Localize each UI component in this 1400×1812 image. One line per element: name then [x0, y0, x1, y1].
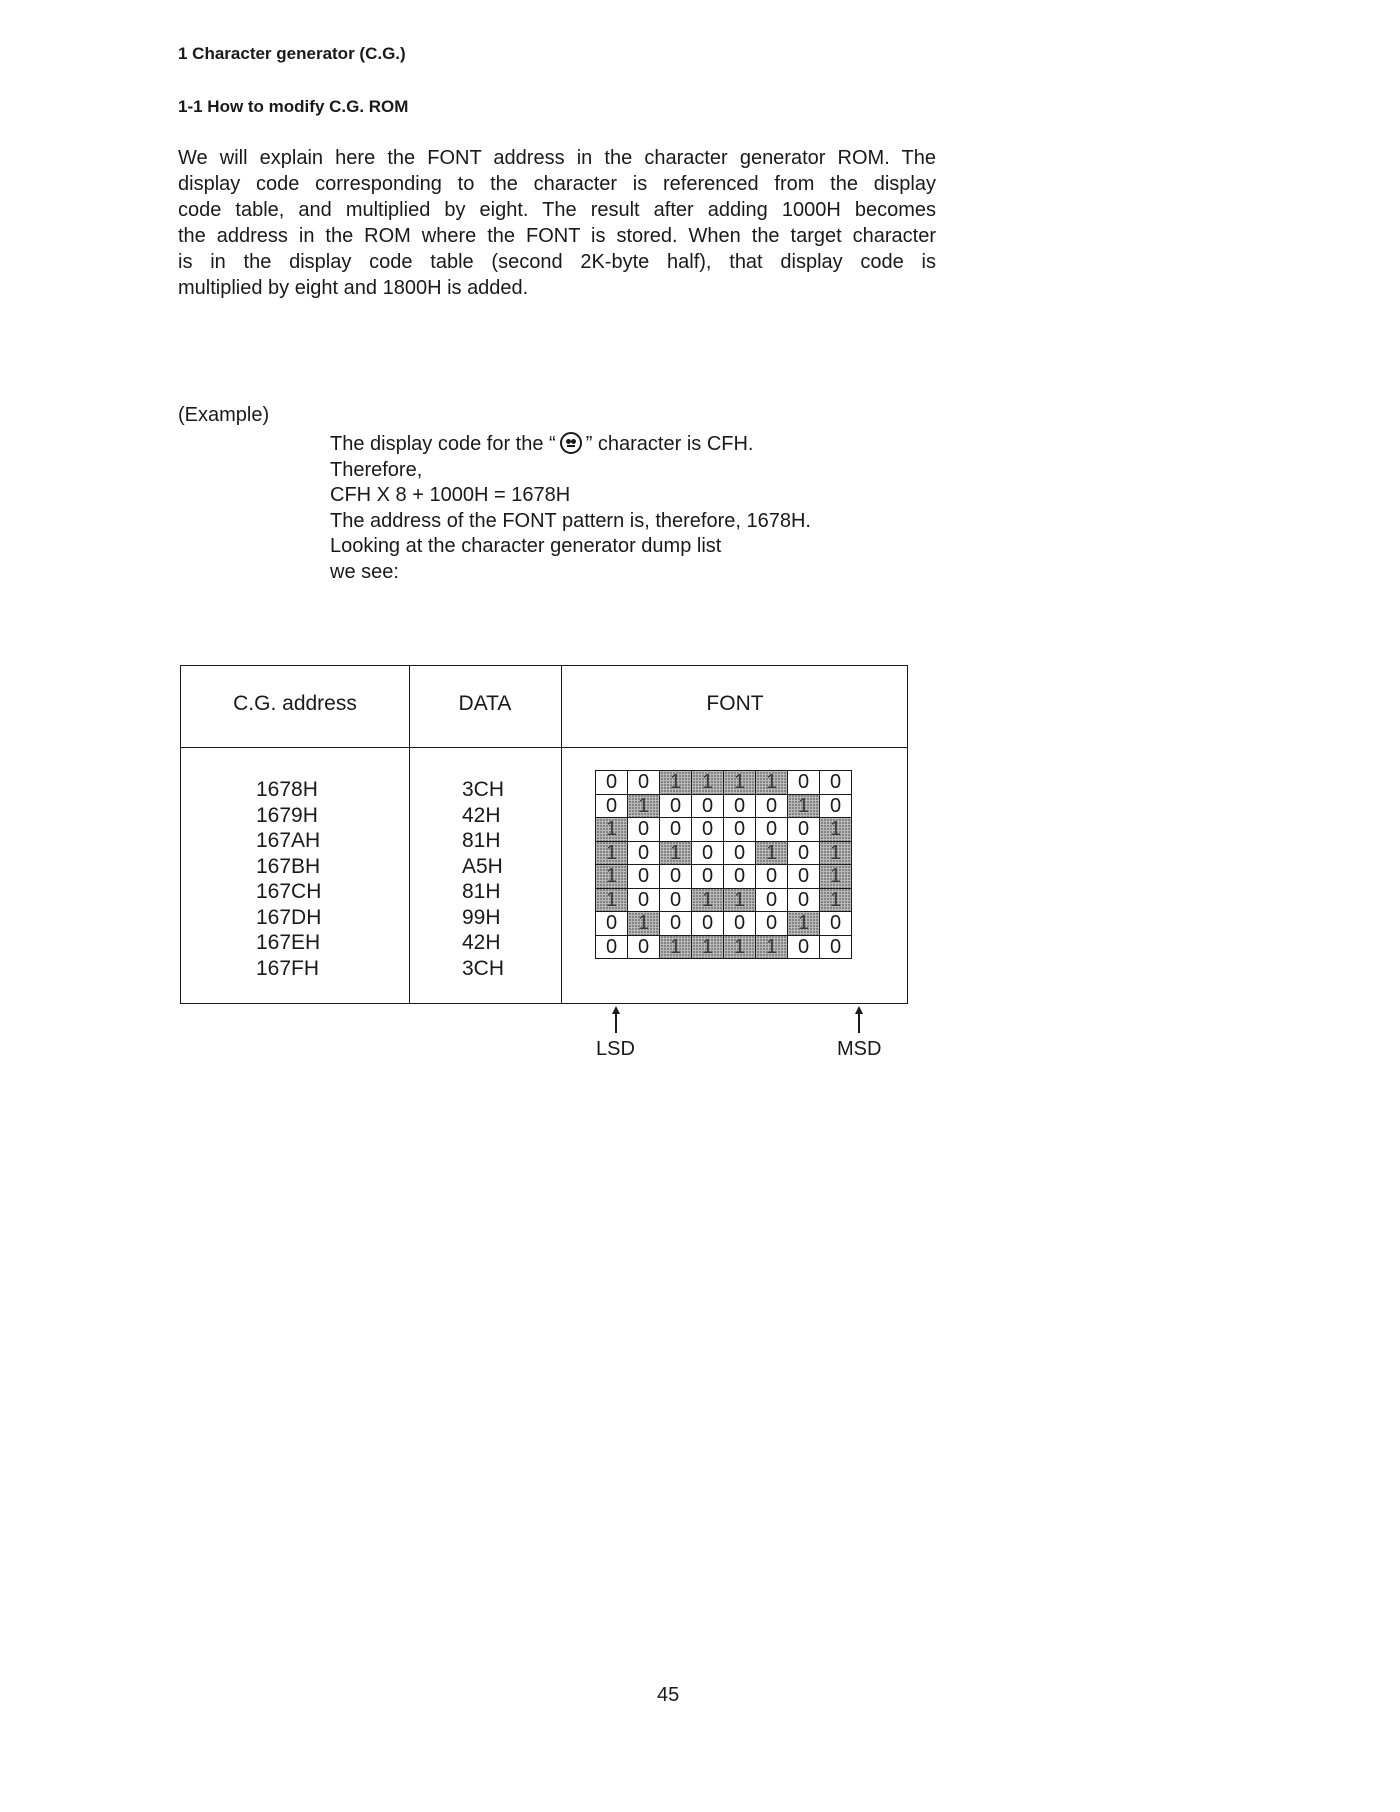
example-line-1-pre: The display code for the “	[330, 433, 556, 455]
font-bit-on: 1	[820, 865, 852, 889]
font-bit-off: 0	[628, 888, 660, 912]
font-bit-off: 0	[596, 794, 628, 818]
font-bit-on: 1	[596, 865, 628, 889]
address-cell: 167FH	[256, 956, 320, 980]
font-bit-on: 1	[660, 935, 692, 959]
font-bit-off: 0	[820, 935, 852, 959]
data-cell: 99H	[462, 905, 501, 929]
font-bit-off: 0	[692, 818, 724, 842]
font-grid-row	[596, 794, 852, 818]
font-bit-on: 1	[756, 935, 788, 959]
font-bit-on: 1	[596, 818, 628, 842]
example-line-3: CFH X 8 + 1000H = 1678H	[330, 484, 571, 506]
font-bit-on: 1	[692, 935, 724, 959]
font-bit-off: 0	[660, 865, 692, 889]
font-bit-off: 0	[788, 818, 820, 842]
address-cell: 1679H	[256, 803, 318, 827]
paragraph-line: We will explain here the FONT address in the character generator ROM. The	[178, 147, 936, 169]
lsd-label: LSD	[596, 1038, 635, 1060]
header-divider	[181, 747, 907, 748]
data-cell: 81H	[462, 880, 501, 903]
font-bit-on: 1	[628, 912, 660, 936]
font-bit-off: 0	[788, 888, 820, 912]
page-number: 45	[657, 1684, 680, 1706]
font-bit-off: 0	[628, 771, 660, 795]
example-line-2: Therefore,	[330, 458, 423, 481]
font-bit-off: 0	[724, 818, 756, 842]
font-bit-off: 0	[692, 794, 724, 818]
example-label: (Example)	[178, 404, 270, 426]
data-cell: A5H	[462, 854, 503, 878]
data-cell: 42H	[462, 803, 501, 827]
font-bit-on: 1	[724, 771, 756, 795]
header-font: FONT	[706, 692, 764, 715]
font-bit-off: 0	[660, 888, 692, 912]
font-bit-off: 0	[756, 818, 788, 842]
address-cell: 167AH	[256, 829, 321, 852]
font-bit-on: 1	[628, 794, 660, 818]
font-bit-on: 1	[724, 935, 756, 959]
font-bit-off: 0	[724, 794, 756, 818]
font-bit-off: 0	[628, 841, 660, 865]
font-bit-off: 0	[756, 912, 788, 936]
example-line-5: Looking at the character generator dump list	[330, 535, 722, 557]
font-bit-on: 1	[596, 888, 628, 912]
font-grid-row	[596, 771, 852, 795]
font-bit-off: 0	[756, 888, 788, 912]
data-cell: 42H	[462, 931, 501, 954]
font-bit-on: 1	[788, 912, 820, 936]
address-cell: 167CH	[256, 880, 322, 903]
font-bit-off: 0	[628, 818, 660, 842]
paragraph-line: is in the display code table (second 2K-byte half), that display code is	[178, 251, 936, 273]
font-bit-on: 1	[692, 771, 724, 795]
font-bit-off: 0	[724, 912, 756, 936]
font-bit-off: 0	[820, 912, 852, 936]
font-bit-off: 0	[660, 794, 692, 818]
data-column	[462, 777, 504, 981]
font-bit-off: 0	[788, 771, 820, 795]
font-bit-on: 1	[692, 888, 724, 912]
font-bit-on: 1	[724, 888, 756, 912]
font-bit-off: 0	[788, 935, 820, 959]
font-bit-on: 1	[820, 818, 852, 842]
data-cell: 81H	[462, 829, 501, 852]
address-cell: 167BH	[256, 854, 321, 878]
paragraph-line: the address in the ROM where the FONT is stored. When the target character	[178, 225, 936, 247]
font-bit-on: 1	[660, 771, 692, 795]
font-bit-on: 1	[660, 841, 692, 865]
font-bit-off: 0	[820, 771, 852, 795]
header-address: C.G. address	[233, 692, 357, 715]
font-bit-off: 0	[628, 865, 660, 889]
font-bit-on: 1	[820, 841, 852, 865]
font-bit-off: 0	[756, 865, 788, 889]
font-grid-row	[596, 818, 852, 842]
paragraph-line: code table, and multiplied by eight. The result after adding 1000H becomes	[178, 199, 936, 221]
data-cell: 3CH	[462, 956, 505, 980]
font-bit-on: 1	[788, 794, 820, 818]
address-cell: 167DH	[256, 905, 322, 929]
font-bit-off: 0	[596, 912, 628, 936]
font-bit-off: 0	[724, 841, 756, 865]
font-bit-off: 0	[756, 794, 788, 818]
example-block	[330, 432, 811, 585]
address-column	[256, 777, 321, 981]
paragraph-line: display code corresponding to the character is referenced from the display	[178, 173, 936, 195]
example-line-1-post: ” character is CFH.	[585, 433, 754, 455]
lsd-arrow-icon	[615, 1013, 617, 1033]
font-bit-off: 0	[788, 841, 820, 865]
example-line-4: The address of the FONT pattern is, therefore, 1678H.	[330, 509, 811, 532]
font-grid-row	[596, 912, 852, 936]
font-bit-off: 0	[788, 865, 820, 889]
address-cell: 167EH	[256, 931, 321, 954]
font-bit-off: 0	[660, 912, 692, 936]
intro-paragraph	[178, 145, 936, 301]
data-cell: 3CH	[462, 778, 505, 801]
column-divider	[561, 666, 562, 1003]
font-bit-off: 0	[596, 771, 628, 795]
font-grid-row	[596, 841, 852, 865]
font-bit-on: 1	[756, 771, 788, 795]
font-bit-on: 1	[596, 841, 628, 865]
font-bit-off: 0	[692, 912, 724, 936]
address-cell: 1678H	[256, 778, 318, 801]
font-grid-row	[596, 888, 852, 912]
example-line-6: we see:	[330, 560, 399, 583]
font-grid-row	[596, 935, 852, 959]
column-divider	[409, 666, 410, 1003]
paragraph-line: multiplied by eight and 1800H is added.	[178, 277, 529, 299]
font-grid-row	[596, 865, 852, 889]
face-symbol-icon	[560, 432, 582, 454]
font-table	[180, 665, 908, 1004]
font-bit-off: 0	[596, 935, 628, 959]
font-bit-off: 0	[660, 818, 692, 842]
font-bit-grid	[595, 770, 852, 959]
font-bit-off: 0	[692, 865, 724, 889]
font-bit-off: 0	[692, 841, 724, 865]
font-bit-on: 1	[756, 841, 788, 865]
font-bit-off: 0	[820, 794, 852, 818]
section-title: 1 Character generator (C.G.)	[178, 44, 406, 63]
font-bit-off: 0	[724, 865, 756, 889]
header-data: DATA	[458, 692, 512, 715]
example-line-1	[330, 432, 811, 458]
font-bit-off: 0	[628, 935, 660, 959]
msd-label: MSD	[837, 1038, 882, 1060]
font-bit-on: 1	[820, 888, 852, 912]
msd-arrow-icon	[858, 1013, 860, 1033]
subsection-title: 1-1 How to modify C.G. ROM	[178, 97, 409, 116]
